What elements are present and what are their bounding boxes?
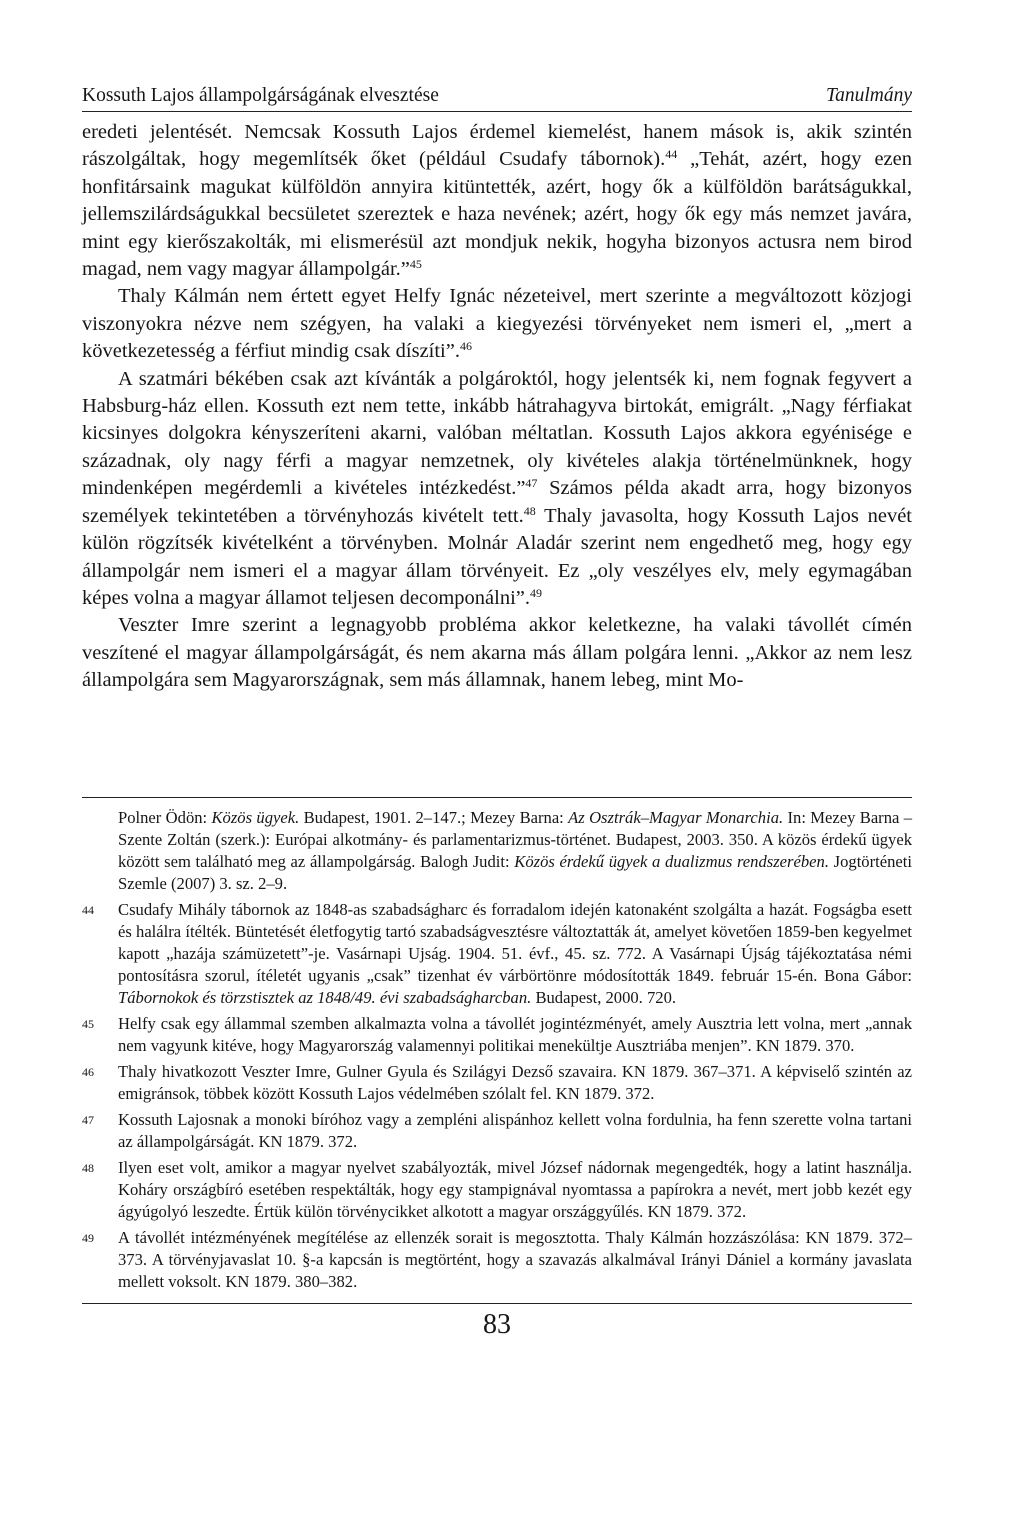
footnote-text: Jogtörténeti Szemle (2007) 3. sz. 2–9. bbox=[118, 851, 912, 893]
footnote-46 bbox=[82, 1061, 912, 1105]
footnote-text: Kossuth Lajosnak a monoki bíróhoz vagy a zempléni alispánhoz kellett volna fordulnia, ha fenn szerette volna tartani az állampolgárságát. KN 1879. 372. bbox=[118, 1109, 912, 1151]
footnote-45 bbox=[82, 1013, 912, 1057]
footnote-47 bbox=[82, 1109, 912, 1153]
footnote-title: Tábornokok és törzstisztek az 1848/49. évi szabadságharcban. bbox=[118, 987, 532, 1007]
footnote-48 bbox=[82, 1157, 912, 1223]
footnote-continued bbox=[82, 807, 912, 895]
footnote-text: Thaly hivatkozott Veszter Imre, Gulner Gyula és Szilágyi Dezső szavaira. KN 1879. 367–371. A képviselő szintén az emigránsok, többek között Kossuth Lajos védelmében szólalt fel. KN 1879. 372. bbox=[118, 1061, 912, 1103]
footnote-number: 47 bbox=[82, 1112, 94, 1127]
footnote-text: Budapest, 1901. 2–147.; Mezey Barna: bbox=[299, 807, 569, 827]
running-header bbox=[82, 84, 912, 112]
footnote-number: 45 bbox=[82, 1016, 94, 1031]
footnote-number: 46 bbox=[82, 1064, 94, 1079]
footnote-title: Közös ügyek. bbox=[211, 807, 300, 827]
footnote-ref: 47 bbox=[525, 476, 538, 491]
running-header-title: Kossuth Lajos állampolgárságának elvesztése bbox=[82, 85, 439, 106]
footnote-text: In: Mezey Barna – Szente Zoltán (szerk.): Európai alkotmány- és parlamentarizmus-történet. Budapest, 2003. 350. A közös érdekű ügyek között sem található meg az állampolgárság. Balogh Judit: bbox=[118, 807, 913, 871]
paragraph-text: eredeti jelentését. Nemcsak Kossuth Lajos érdemel kiemelést, hanem mások is, akik szintén rászolgáltak, hogy megemlítsék őket (például Csudafy tábornok). bbox=[82, 121, 912, 171]
paragraph-text: Thaly Kálmán nem értett egyet Helfy Ignác nézeteivel, mert szerinte a megváltozott közjogi viszonyokra nézve nem szégyen, ha valaki a kiegyezési törvényeket nem ismeri el, „mert a következetesség a férfiut mindig csak díszíti”. bbox=[82, 285, 912, 363]
footnote-separator bbox=[82, 797, 912, 798]
footnote-ref: 46 bbox=[459, 339, 472, 354]
footnote-number: 49 bbox=[82, 1230, 94, 1245]
footnote-49 bbox=[82, 1227, 912, 1293]
footnote-text: Helfy csak egy állammal szemben alkalmazta volna a távollét jogintézményét, amely Ausztria lett volna, mert „annak nem vagyunk kitéve, hogy Magyarország valamennyi politikai menekültje Ausztriába menjen”. KN 1879. 370. bbox=[118, 1013, 912, 1055]
footnotes bbox=[82, 807, 912, 1293]
bottom-separator bbox=[82, 1303, 912, 1304]
footnote-text: Csudafy Mihály tábornok az 1848-as szabadságharc és forradalom idején katonaként szolgálta a hazát. Fogságba esett és halálra ítélték. Büntetését életfogytig tartó szabadságvesztésre változtatták át, amelyet követően 1859-ben kegyelmet kapott „hazája számüzetett”-je. Vasárnapi Ujság. 1904. 51. évf., 45. sz. 772. A Vasárnapi Újság tájékoztatása némi pontosításra szorul, ítéletét ugyanis „csak” tizenhat év várbörtönre módosították 1849. február 15-én. Bona Gábor: bbox=[118, 899, 912, 985]
page-number: 83 bbox=[483, 1308, 511, 1340]
paragraph bbox=[82, 283, 912, 365]
footnote-44 bbox=[82, 899, 912, 1009]
footnote-text: Budapest, 2000. 720. bbox=[531, 987, 677, 1007]
document-page bbox=[82, 84, 912, 1342]
footnote-text: Polner Ödön: bbox=[118, 807, 212, 827]
footnote-ref: 49 bbox=[530, 585, 542, 600]
paragraph bbox=[82, 366, 912, 613]
footnote-number: 48 bbox=[82, 1160, 94, 1175]
paragraph-text: „Tehát, azért, hogy ezen honfitársaink magukat külföldön annyira kitüntették, azért, hogy ők a külföldön barátságukkal, jellemszilárdságukkal becsületet szereztek e haza nevének; azért, hogy ők egy más nemzet javára, mint egy kierőszakolták, mi elismerésül azt mondjuk nekik, hogyha bizonyos actusra nem birod magad, nem vagy magyar állampolgár.” bbox=[82, 148, 912, 281]
main-text bbox=[82, 119, 912, 695]
footnote-ref: 44 bbox=[665, 147, 678, 162]
footnote-text: Ilyen eset volt, amikor a magyar nyelvet szabályozták, mivel József nádornak megengedték, hogy a latint használja. Koháry országbíró esetében respektálták, hogy egy stampignával nyomtassa a papírokra a nevét, mert jobb kezét egy ágyúgolyó leszedte. Értük külön törvénycikket alkotott a magyar országgyűlés. KN 1879. 372. bbox=[118, 1157, 912, 1221]
footnote-text: A távollét intézményének megítélése az ellenzék sorait is megosztotta. Thaly Kálmán hozzászólása: KN 1879. 372–373. A törvényjavaslat 10. §-a kapcsán is megtörtént, hogy a szavazás alkalmával Irányi Dániel a kormány javaslata mellett voksolt. KN 1879. 380–382. bbox=[118, 1227, 912, 1291]
paragraph-text: Veszter Imre szerint a legnagyobb probléma akkor keletkezne, ha valaki távollét címén veszítené el magyar állampolgárságát, és nem akarna más állam polgára lenni. „Akkor az nem lesz állampolgára sem Magyarországnak, sem más államnak, hanem lebeg, mint Mo- bbox=[82, 614, 912, 692]
spacer bbox=[82, 695, 912, 797]
paragraph bbox=[82, 119, 912, 283]
paragraph-text: Számos példa akadt arra, hogy bizonyos személyek tekintetében a törvényhozás kivételt tett. bbox=[82, 477, 912, 527]
footnote-title: Közös érdekű ügyek a dualizmus rendszerében. bbox=[514, 851, 829, 871]
footnote-title: Az Osztrák–Magyar Monarchia. bbox=[568, 807, 784, 827]
footnote-number: 44 bbox=[82, 902, 94, 917]
running-header-section: Tanulmány bbox=[826, 85, 912, 106]
footnote-ref: 48 bbox=[523, 503, 536, 518]
paragraph-text: Thaly javasolta, hogy Kossuth Lajos nevét külön rögzítsék kivételként a törvényben. Molnár Aladár szerint nem engedhető meg, hogy egy állampolgár nem ismeri el a magyar állam törvényeit. Ez „oly veszélyes elv, mely egymagában képes volna a magyar államot teljesen decomponálni”. bbox=[82, 504, 912, 609]
paragraph-text: A szatmári békében csak azt kívánták a polgároktól, hogy jelentsék ki, nem fognak fegyvert a Habsburg-ház ellen. Kossuth ezt nem tette, inkább hátrahagyva birtokát, emigrált. „Nagy férfiakat kicsinyes dolgokra kényszeríteni akarni, valóban méltatlan. Kossuth Lajos akkora egyénisége e századnak, oly nagy férfi a magyar nemzetnek, oly kivételes alakja történelmünknek, hogy mindenképen megérdemli a kivételes intézkedést.” bbox=[82, 367, 912, 500]
paragraph bbox=[82, 612, 912, 694]
footnote-ref: 45 bbox=[409, 257, 422, 272]
